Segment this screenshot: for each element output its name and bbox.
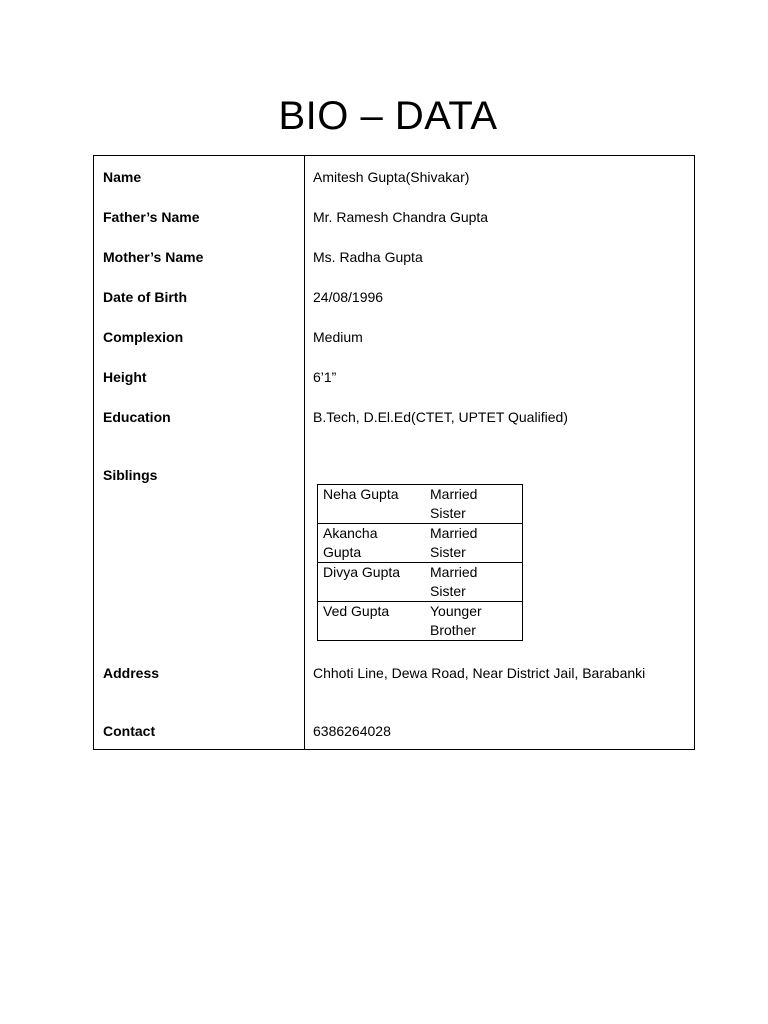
contact-value: 6386264028 [313, 723, 391, 739]
sibling-row [318, 524, 523, 563]
sibling-relation [425, 602, 523, 641]
sibling-name [318, 563, 426, 602]
sibling-name-line: Ved Gupta [323, 603, 390, 619]
sibling-row [318, 485, 523, 524]
sibling-name [318, 602, 426, 641]
column-divider [304, 156, 305, 749]
sibling-name [318, 524, 426, 563]
father-name-value: Mr. Ramesh Chandra Gupta [313, 209, 489, 225]
sibling-relation [425, 563, 523, 602]
sibling-relation-line: Sister [430, 583, 466, 599]
sibling-relation-line: Sister [430, 544, 466, 560]
sibling-name-line: Divya Gupta [323, 564, 401, 580]
sibling-row [318, 602, 523, 641]
sibling-relation-line: Brother [430, 622, 476, 638]
bio-data-table [93, 155, 695, 750]
mother-name-label: Mother’s Name [103, 249, 204, 265]
sibling-name-line: Neha Gupta [323, 486, 399, 502]
name-label: Name [103, 169, 142, 185]
sibling-relation-line: Married [430, 564, 478, 580]
sibling-row [318, 563, 523, 602]
sibling-relation [425, 524, 523, 563]
education-value: B.Tech, D.El.Ed(CTET, UPTET Qualified) [313, 409, 568, 425]
sibling-relation [425, 485, 523, 524]
education-label: Education [103, 409, 171, 425]
sibling-name-line: Gupta [323, 544, 362, 560]
address-value: Chhoti Line, Dewa Road, Near District Jail, Barabanki [313, 665, 646, 681]
sibling-name-line: Akancha [323, 525, 378, 541]
sibling-name [318, 485, 426, 524]
siblings-table [317, 484, 523, 641]
page-title: BIO – DATA [278, 94, 498, 138]
sibling-relation-line: Younger [430, 603, 482, 619]
name-value: Amitesh Gupta(Shivakar) [313, 169, 470, 185]
siblings-label: Siblings [103, 467, 158, 483]
dob-value: 24/08/1996 [313, 289, 384, 305]
height-value: 6’1” [313, 369, 337, 385]
sibling-relation-line: Married [430, 525, 478, 541]
mother-name-value: Ms. Radha Gupta [313, 249, 423, 265]
sibling-relation-line: Married [430, 486, 478, 502]
height-label: Height [103, 369, 147, 385]
address-label: Address [103, 665, 160, 681]
dob-label: Date of Birth [103, 289, 187, 305]
complexion-label: Complexion [103, 329, 184, 345]
sibling-relation-line: Sister [430, 505, 466, 521]
father-name-label: Father’s Name [103, 209, 200, 225]
contact-label: Contact [103, 723, 156, 739]
complexion-value: Medium [313, 329, 363, 345]
